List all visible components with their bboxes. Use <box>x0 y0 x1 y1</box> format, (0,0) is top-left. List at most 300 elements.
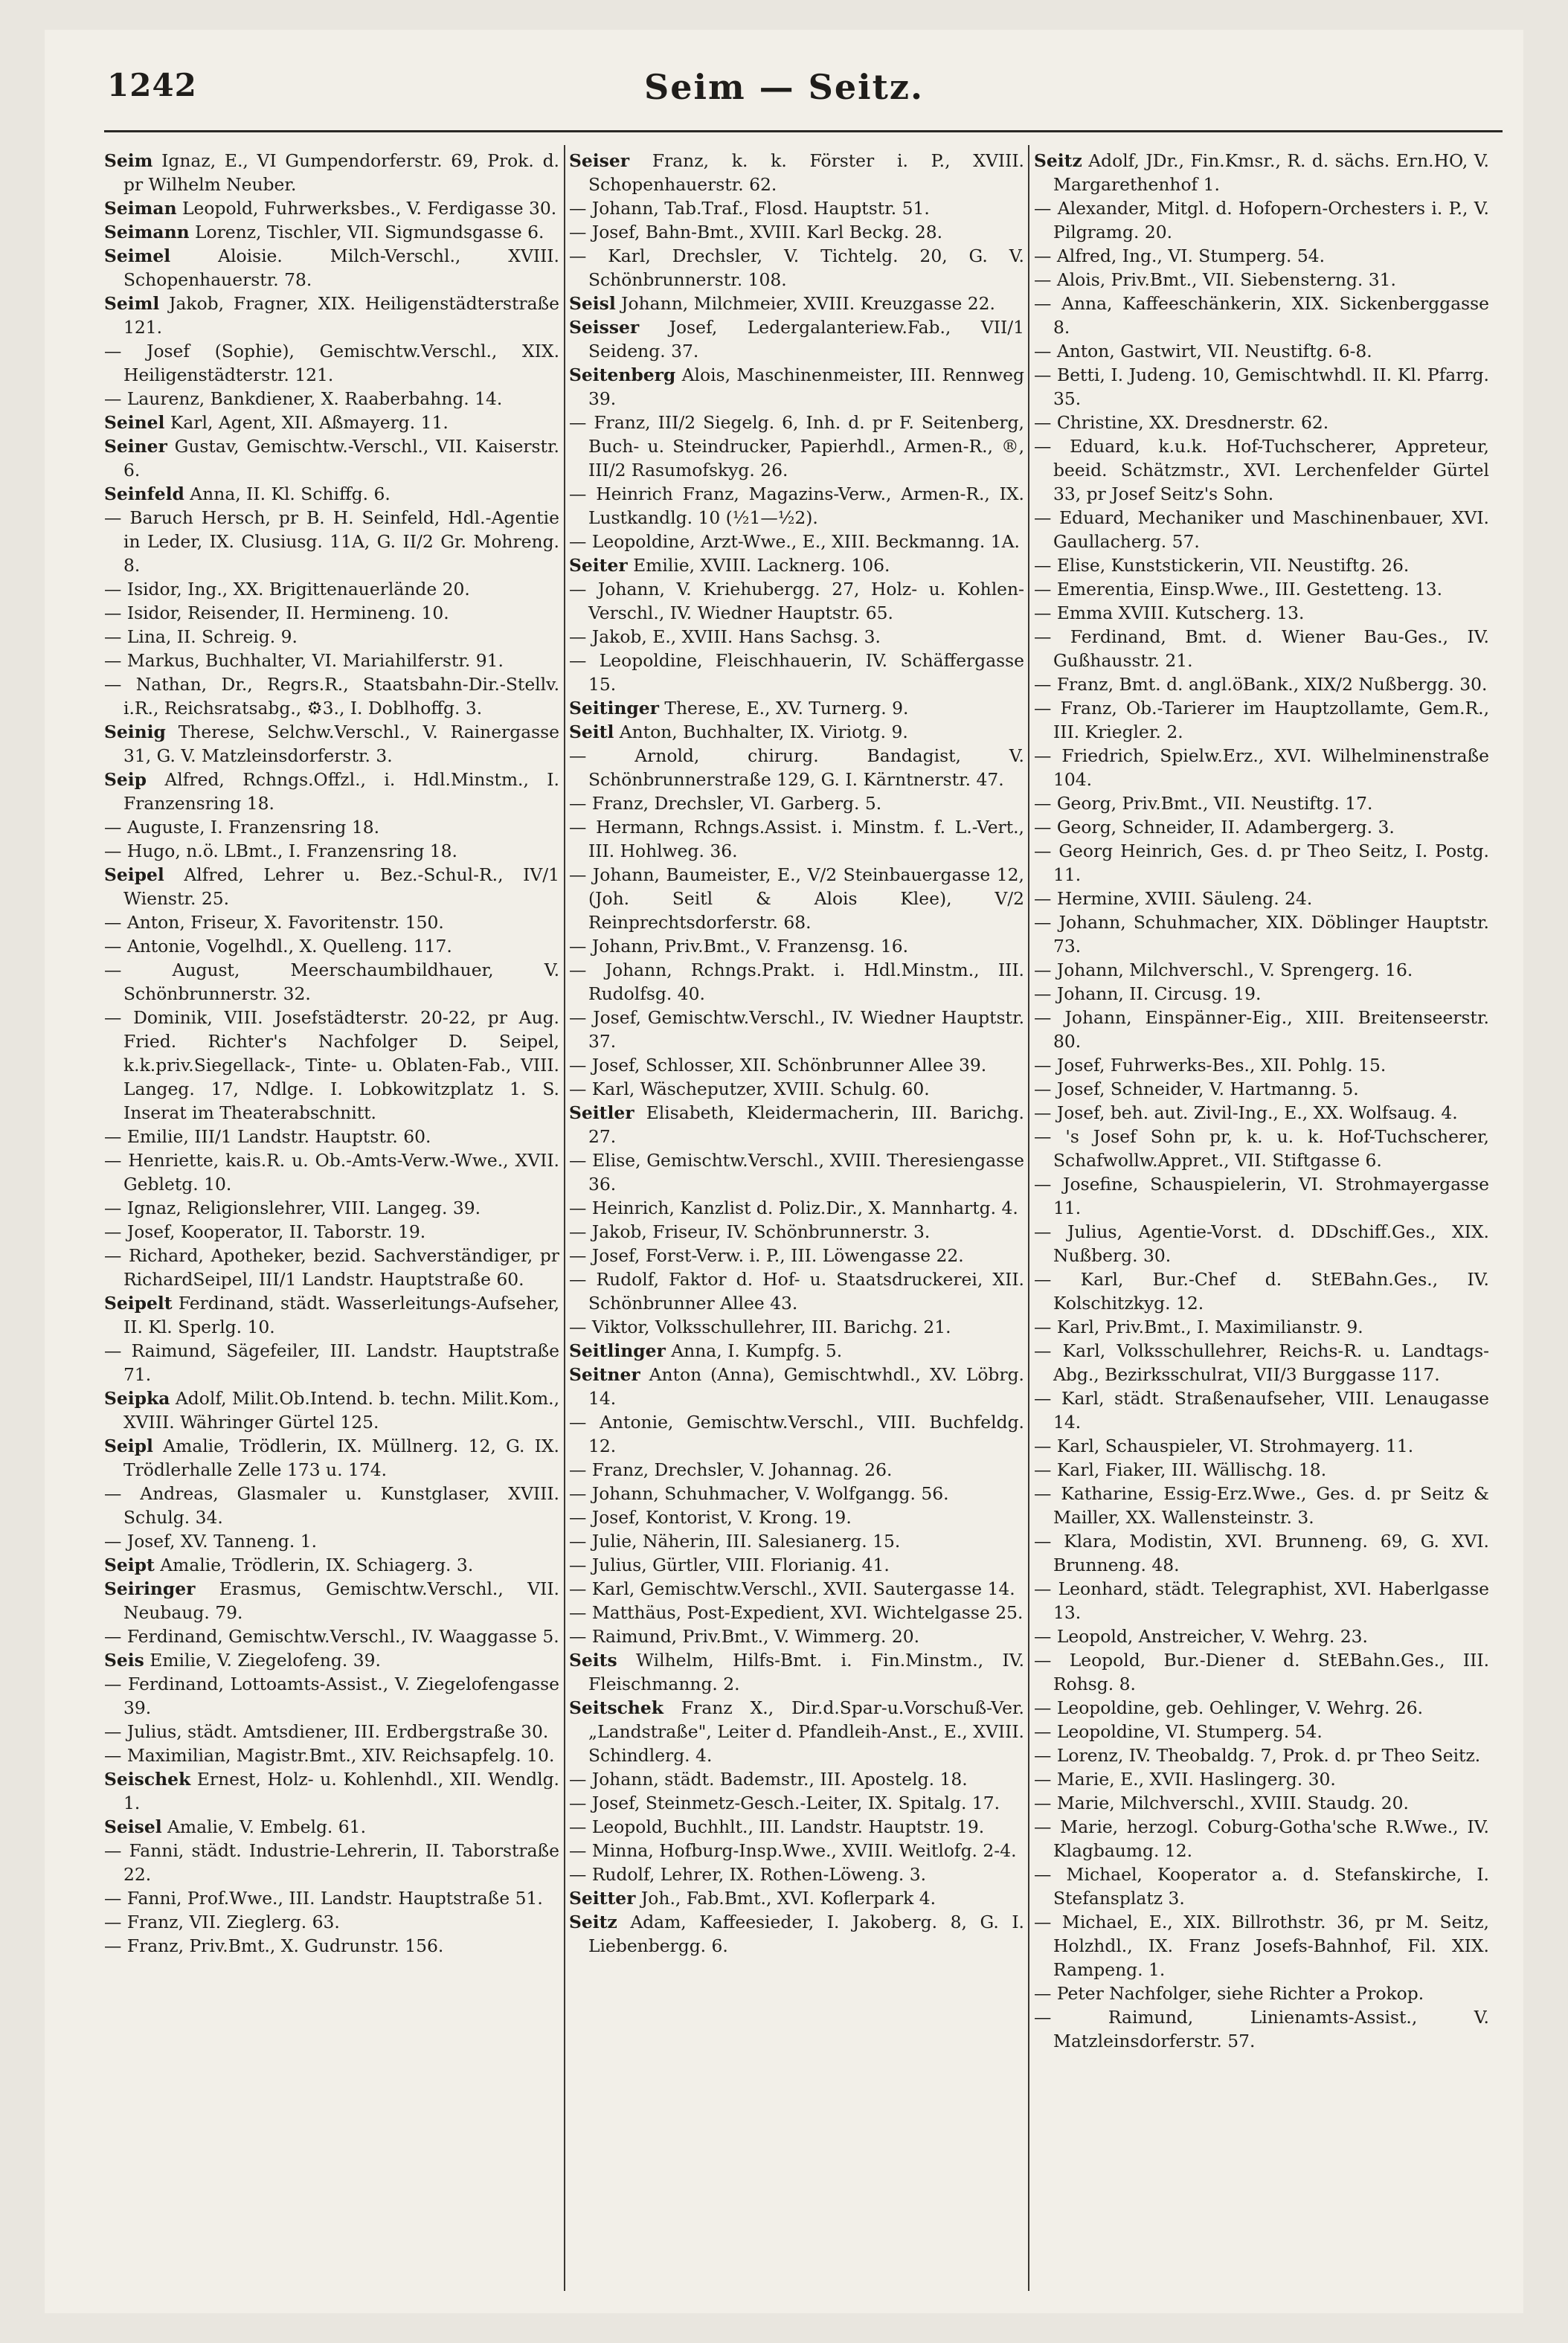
directory-entry <box>104 958 559 1006</box>
entry-text: Ernest, Holz- u. Kohlenhdl., XII. Wendlg. 1. <box>123 1769 559 1813</box>
directory-entry <box>104 220 559 244</box>
entry-text: — Georg, Priv.Bmt., VII. Neustiftg. 17. <box>1034 793 1373 814</box>
directory-entry <box>569 1862 1024 1886</box>
entry-surname: Seits <box>569 1650 617 1671</box>
entry-text: — Leopoldine, geb. Oehlinger, V. Wehrg. 26. <box>1034 1697 1424 1718</box>
directory-entry <box>1034 1696 1489 1720</box>
entry-surname: Seitinger <box>569 698 659 719</box>
directory-entry <box>569 696 1024 720</box>
entry-text: — Josef, Schlosser, XII. Schönbrunner Allee 39. <box>569 1055 987 1076</box>
directory-entry <box>569 1101 1024 1148</box>
directory-entry <box>569 1220 1024 1244</box>
entry-surname: Seitenberg <box>569 364 676 385</box>
column-divider <box>1028 145 1029 2291</box>
directory-entry <box>104 1553 559 1577</box>
directory-entry <box>1034 577 1489 601</box>
entry-text: — Josef, Bahn-Bmt., XVIII. Karl Beckg. 28. <box>569 222 943 242</box>
entry-surname: Seipel <box>104 864 164 885</box>
entry-text: — Klara, Modistin, XVI. Brunneng. 69, G. XVI. Brunneng. 48. <box>1034 1531 1489 1575</box>
entry-text: — Josefine, Schauspielerin, VI. Strohmayergasse 11. <box>1034 1174 1489 1218</box>
entry-text: — Marie, Milchverschl., XVIII. Staudg. 20. <box>1034 1793 1409 1813</box>
entry-text: — Raimund, Sägefeiler, III. Landstr. Hauptstraße 71. <box>104 1340 559 1385</box>
entry-text: — Karl, Volksschullehrer, Reichs-R. u. Landtags-Abg., Bezirksschulrat, VII/3 Burggasse 117. <box>1034 1340 1489 1385</box>
entry-text: — Matthäus, Post-Expedient, XVI. Wichtelgasse 25. <box>569 1602 1024 1623</box>
entry-text: — Lina, II. Schreig. 9. <box>104 626 298 647</box>
directory-entry <box>569 315 1024 363</box>
directory-entry <box>104 768 559 815</box>
directory-entry <box>1034 1006 1489 1053</box>
directory-entry <box>1034 434 1489 506</box>
entry-text: — Johann, Tab.Traf., Flosd. Hauptstr. 51. <box>569 198 930 219</box>
entry-text: — 's Josef Sohn pr, k. u. k. Hof-Tuchscherer, Schafwollw.Appret., VII. Stiftgasse 6. <box>1034 1126 1489 1171</box>
entry-text: Ferdinand, städt. Wasserleitungs-Aufseher, II. Kl. Sperlg. 10. <box>123 1293 559 1337</box>
entry-text: — Johann, Schuhmacher, XIX. Döblinger Hauptstr. 73. <box>1034 912 1489 957</box>
directory-entry <box>1034 268 1489 292</box>
entry-text: — Leopoldine, VI. Stumperg. 54. <box>1034 1721 1323 1742</box>
entry-text: — Hugo, n.ö. LBmt., I. Franzensring 18. <box>104 841 457 861</box>
entry-text: — Karl, Bur.-Chef d. StEBahn.Ges., IV. Kolschitzkyg. 12. <box>1034 1269 1489 1314</box>
entry-text: — Josef (Sophie), Gemischtw.Verschl., XIX. Heiligenstädterstr. 121. <box>104 341 559 385</box>
directory-entry <box>569 1077 1024 1101</box>
entry-text: — Franz, Ob.-Tarierer im Hauptzollamte, Gem.R., III. Kriegler. 2. <box>1034 698 1489 742</box>
entry-text: Emilie, V. Ziegelofeng. 39. <box>144 1650 381 1671</box>
entry-text: — Julius, städt. Amtsdiener, III. Erdbergstraße 30. <box>104 1721 549 1742</box>
entry-surname: Seisel <box>104 1816 162 1837</box>
directory-entry <box>104 815 559 839</box>
directory-entry <box>1034 1767 1489 1791</box>
directory-entry <box>569 411 1024 482</box>
entry-text: — Karl, Drechsler, V. Tichtelg. 20, G. V. Schönbrunnerstr. 108. <box>569 245 1024 290</box>
entry-surname: Seimel <box>104 245 171 266</box>
entry-text: Ignaz, E., VI Gumpendorferstr. 69, Prok. d. pr Wilhelm Neuber. <box>123 150 559 195</box>
entry-surname: Seip <box>104 769 147 790</box>
entry-text: — Josef, XV. Tanneng. 1. <box>104 1531 318 1552</box>
directory-entry <box>569 649 1024 696</box>
entry-text: — Franz, Drechsler, V. Johannag. 26. <box>569 1459 893 1480</box>
directory-entry <box>1034 1339 1489 1386</box>
entry-text: — Josef, Fuhrwerks-Bes., XII. Pohlg. 15. <box>1034 1055 1387 1076</box>
entry-surname: Seinig <box>104 721 166 742</box>
entry-text: Anton (Anna), Gemischtwhdl., XV. Löbrg. 14. <box>588 1364 1024 1409</box>
directory-entry <box>104 672 559 720</box>
entry-text: — Jakob, Friseur, IV. Schönbrunnerstr. 3. <box>569 1221 931 1242</box>
directory-entry <box>569 1315 1024 1339</box>
entry-text: — Eduard, Mechaniker und Maschinenbauer, XVI. Gaullacherg. 57. <box>1034 507 1489 552</box>
directory-entry <box>1034 601 1489 625</box>
entry-text: Therese, E., XV. Turnerg. 9. <box>658 698 909 719</box>
directory-entry <box>1034 1458 1489 1482</box>
directory-entry <box>1034 672 1489 696</box>
directory-entry <box>1034 1862 1489 1910</box>
entry-text: — Leopold, Bur.-Diener d. StEBahn.Ges., III. Rohsg. 8. <box>1034 1650 1489 1694</box>
entry-surname: Seitl <box>569 721 614 742</box>
entry-text: Adolf, Milit.Ob.Intend. b. techn. Milit.Kom., XVIII. Währinger Gürtel 125. <box>123 1388 559 1433</box>
entry-text: — Hermine, XVIII. Säuleng. 24. <box>1034 888 1313 909</box>
directory-entry <box>104 863 559 910</box>
entry-text: Anna, I. Kumpfg. 5. <box>665 1340 843 1361</box>
entry-text: — Raimund, Priv.Bmt., V. Wimmerg. 20. <box>569 1626 920 1647</box>
directory-entry <box>104 339 559 387</box>
entry-text: Amalie, Trödlerin, IX. Schiagerg. 3. <box>154 1555 474 1575</box>
directory-entry <box>104 149 559 196</box>
entry-text: — Alexander, Mitgl. d. Hofopern-Orchesters i. P., V. Pilgramg. 20. <box>1034 198 1489 242</box>
directory-entry <box>1034 1315 1489 1339</box>
entry-text: — Eduard, k.u.k. Hof-Tuchscherer, Appreteur, beeid. Schätzmstr., XVI. Lerchenfelder Gürtel 33, pr Josef Seitz's Sohn. <box>1034 436 1489 504</box>
entry-text: — Emilie, III/1 Landstr. Hauptstr. 60. <box>104 1126 431 1147</box>
entry-text: Adam, Kaffeesieder, I. Jakoberg. 8, G. I. Liebenbergg. 6. <box>588 1912 1024 1956</box>
directory-entry <box>1034 1267 1489 1315</box>
entry-text: — Isidor, Reisender, II. Hermineng. 10. <box>104 602 449 623</box>
directory-entry <box>104 1886 559 1910</box>
directory-entry <box>104 649 559 672</box>
entry-text: — Raimund, Linienamts-Assist., V. Matzleinsdorferstr. 57. <box>1034 2007 1489 2051</box>
directory-entry <box>104 292 559 339</box>
directory-entry <box>1034 982 1489 1006</box>
entry-text: — August, Meerschaumbildhauer, V. Schönbrunnerstr. 32. <box>104 960 559 1004</box>
directory-entry <box>569 577 1024 625</box>
directory-entry <box>104 1910 559 1934</box>
entry-text: Aloisie. Milch-Verschl., XVIII. Schopenhauerstr. 78. <box>123 245 559 290</box>
directory-entry <box>569 1577 1024 1601</box>
entry-text: Franz, k. k. Förster i. P., XVIII. Schopenhauerstr. 62. <box>588 150 1024 195</box>
directory-entry <box>569 1910 1024 1958</box>
directory-entry <box>569 815 1024 863</box>
directory-entry <box>104 1006 559 1125</box>
entry-text: — Emma XVIII. Kutscherg. 13. <box>1034 602 1305 623</box>
entry-text: — Richard, Apotheker, bezid. Sachverständiger, pr RichardSeipel, III/1 Landstr. Hauptstraße 60. <box>104 1245 559 1290</box>
entry-text: — Franz, Priv.Bmt., X. Gudrunstr. 156. <box>104 1935 444 1956</box>
entry-text: Alfred, Lehrer u. Bez.-Schul-R., IV/1 Wienstr. 25. <box>123 864 559 909</box>
entry-text: — Ferdinand, Lottoamts-Assist., V. Ziegelofengasse 39. <box>104 1674 559 1718</box>
entry-surname: Seimann <box>104 222 190 242</box>
directory-entry <box>1034 958 1489 982</box>
directory-entry <box>1034 1910 1489 1982</box>
entry-text: — Josef, Schneider, V. Hartmanng. 5. <box>1034 1079 1359 1099</box>
directory-entry <box>569 863 1024 934</box>
directory-entry <box>104 1672 559 1720</box>
directory-entry <box>104 1648 559 1672</box>
directory-entry <box>569 1244 1024 1267</box>
directory-entry <box>569 744 1024 791</box>
entry-surname: Seis <box>104 1650 144 1671</box>
entry-text: Amalie, Trödlerin, IX. Müllnerg. 12, G. IX. Trödlerhalle Zelle 173 u. 174. <box>123 1436 559 1480</box>
entry-text: — Jakob, E., XVIII. Hans Sachsg. 3. <box>569 626 881 647</box>
directory-entry <box>104 1434 559 1482</box>
entry-text: — Marie, herzogl. Coburg-Gotha'sche R.Wwe., IV. Klagbaumg. 12. <box>1034 1816 1489 1861</box>
directory-entry <box>569 1006 1024 1053</box>
entry-surname: Seitz <box>569 1912 617 1932</box>
entry-text: — Johann, Schuhmacher, V. Wolfgangg. 56. <box>569 1483 949 1504</box>
directory-entry <box>104 1720 559 1743</box>
directory-entry <box>104 1220 559 1244</box>
page-header <box>45 67 1523 126</box>
directory-entry <box>569 1553 1024 1577</box>
directory-entry <box>569 1791 1024 1815</box>
directory-entry <box>1034 1053 1489 1077</box>
directory-entry <box>1034 553 1489 577</box>
entry-text: — Elise, Gemischtw.Verschl., XVIII. Theresiengasse 36. <box>569 1150 1024 1195</box>
directory-entry <box>1034 625 1489 672</box>
directory-entry <box>569 1482 1024 1505</box>
directory-entry <box>1034 1982 1489 2005</box>
entry-text: Adolf, JDr., Fin.Kmsr., R. d. sächs. Ern.HO, V. Margarethenhof 1. <box>1053 150 1489 195</box>
directory-entry <box>569 553 1024 577</box>
entry-text: — Lorenz, IV. Theobaldg. 7, Prok. d. pr Theo Seitz. <box>1034 1745 1481 1766</box>
directory-entry <box>104 1148 559 1196</box>
entry-text: Karl, Agent, XII. Aßmayerg. 11. <box>164 412 449 433</box>
entry-text: — Heinrich, Kanzlist d. Poliz.Dir., X. Mannhartg. 4. <box>569 1198 1018 1218</box>
directory-entry <box>1034 506 1489 553</box>
entry-text: Amalie, V. Embelg. 61. <box>161 1816 367 1837</box>
entry-text: — Elise, Kunststickerin, VII. Neustiftg. 26. <box>1034 555 1410 576</box>
entry-text: — Leonhard, städt. Telegraphist, XVI. Haberlgasse 13. <box>1034 1578 1489 1623</box>
entry-text: — Ferdinand, Bmt. d. Wiener Bau-Ges., IV. Gußhausstr. 21. <box>1034 626 1489 671</box>
directory-entry <box>104 1624 559 1648</box>
directory-entry <box>569 1886 1024 1910</box>
entry-text: — Antonie, Vogelhdl., X. Quelleng. 117. <box>104 936 452 957</box>
directory-entry <box>104 196 559 220</box>
directory-entry <box>104 244 559 292</box>
entry-text: — Ferdinand, Gemischtw.Verschl., IV. Waaggasse 5. <box>104 1626 559 1647</box>
entry-text: — Karl, städt. Straßenaufseher, VIII. Lenaugasse 14. <box>1034 1388 1489 1433</box>
directory-entry <box>104 1291 559 1339</box>
entry-text: — Emerentia, Einsp.Wwe., III. Gestetteng. 13. <box>1034 579 1443 600</box>
entry-text: — Karl, Priv.Bmt., I. Maximilianstr. 9. <box>1034 1317 1363 1337</box>
entry-text: — Leopold, Anstreicher, V. Wehrg. 23. <box>1034 1626 1368 1647</box>
directory-entry <box>569 363 1024 411</box>
directory-entry <box>569 791 1024 815</box>
directory-entry <box>569 934 1024 958</box>
directory-entry <box>104 577 559 601</box>
entry-text: Alfred, Rchngs.Offzl., i. Hdl.Minstm., I. Franzensring 18. <box>123 769 559 814</box>
directory-entry <box>104 1339 559 1386</box>
entry-text: — Franz, Bmt. d. angl.öBank., XIX/2 Nußbergg. 30. <box>1034 674 1488 695</box>
entry-text: — Marie, E., XVII. Haslingerg. 30. <box>1034 1769 1336 1790</box>
entry-text: Johann, Milchmeier, XVIII. Kreuzgasse 22. <box>615 293 995 314</box>
entry-text: — Friedrich, Spielw.Erz., XVI. Wilhelminenstraße 104. <box>1034 745 1489 790</box>
entry-text: — Karl, Wäscheputzer, XVIII. Schulg. 60. <box>569 1079 930 1099</box>
entry-text: — Arnold, chirurg. Bandagist, V. Schönbrunnerstraße 129, G. I. Kärntnerstr. 47. <box>569 745 1024 790</box>
entry-text: Josef, Ledergalanteriew.Fab., VII/1 Seideng. 37. <box>588 317 1024 361</box>
entry-surname: Seitner <box>569 1364 640 1385</box>
entry-text: — Anton, Gastwirt, VII. Neustiftg. 6-8. <box>1034 341 1372 361</box>
directory-entry <box>1034 411 1489 434</box>
entry-surname: Seipl <box>104 1436 153 1456</box>
directory-entry <box>1034 1743 1489 1767</box>
directory-entry <box>569 1767 1024 1791</box>
entry-text: — Josef, Forst-Verw. i. P., III. Löwengasse 22. <box>569 1245 964 1266</box>
entry-text: Erasmus, Gemischtw.Verschl., VII. Neubaug. 79. <box>123 1578 559 1623</box>
entry-text: Gustav, Gemischtw.-Verschl., VII. Kaiserstr. 6. <box>123 436 559 481</box>
entry-text: Emilie, XVIII. Lacknerg. 106. <box>627 555 890 576</box>
directory-page <box>45 30 1523 2313</box>
directory-entry <box>104 1934 559 1958</box>
entry-text: — Karl, Schauspieler, VI. Strohmayerg. 11. <box>1034 1436 1414 1456</box>
entry-surname: Seiner <box>104 436 167 457</box>
column-1 <box>104 149 559 2298</box>
entry-text: — Karl, Fiaker, III. Wällischg. 18. <box>1034 1459 1327 1480</box>
entry-text: — Josef, Kooperator, II. Taborstr. 19. <box>104 1221 426 1242</box>
directory-entry <box>1034 1434 1489 1458</box>
directory-entry <box>1034 1386 1489 1434</box>
entry-text: Wilhelm, Hilfs-Bmt. i. Fin.Minstm., IV. Fleischmanng. 2. <box>588 1650 1024 1694</box>
entry-text: Franz X., Dir.d.Spar-u.Vorschuß-Ver. „Landstraße", Leiter d. Pfandleih-Anst., E., XVIII. Schindlerg. 4. <box>588 1697 1024 1766</box>
column-divider <box>564 145 565 2291</box>
header-rule <box>104 130 1503 132</box>
directory-entry <box>1034 1077 1489 1101</box>
entry-text: — Michael, Kooperator a. d. Stefanskirche, I. Stefansplatz 3. <box>1034 1864 1489 1909</box>
directory-entry <box>1034 1720 1489 1743</box>
entry-text: Anton, Buchhalter, IX. Viriotg. 9. <box>614 721 908 742</box>
running-head: Seim — Seitz. <box>643 67 924 107</box>
directory-entry <box>1034 363 1489 411</box>
entry-text: — Betti, I. Judeng. 10, Gemischtwhdl. II. Kl. Pfarrg. 35. <box>1034 364 1489 409</box>
entry-text: — Johann, Rchngs.Prakt. i. Hdl.Minstm., III. Rudolfsg. 40. <box>569 960 1024 1004</box>
entry-text: — Johann, II. Circusg. 19. <box>1034 983 1262 1004</box>
directory-entry <box>1034 244 1489 268</box>
entry-text: — Rudolf, Lehrer, IX. Rothen-Löweng. 3. <box>569 1864 927 1885</box>
directory-entry <box>569 1505 1024 1529</box>
directory-entry <box>569 244 1024 292</box>
entry-surname: Seiter <box>569 555 628 576</box>
entry-surname: Seipka <box>104 1388 170 1409</box>
entry-text: — Hermann, Rchngs.Assist. i. Minstm. f. L.-Vert., III. Hohlweg. 36. <box>569 817 1024 861</box>
entry-surname: Seiml <box>104 293 160 314</box>
entry-text: — Leopoldine, Arzt-Wwe., E., XIII. Beckmanng. 1A. <box>569 531 1020 552</box>
directory-entry <box>569 1196 1024 1220</box>
entry-text: — Auguste, I. Franzensring 18. <box>104 817 380 838</box>
entry-text: — Josef, Steinmetz-Gesch.-Leiter, IX. Spitalg. 17. <box>569 1793 1000 1813</box>
entry-text: Elisabeth, Kleidermacherin, III. Barichg. 27. <box>588 1102 1024 1147</box>
directory-entry <box>1034 791 1489 815</box>
entry-surname: Seitler <box>569 1102 634 1123</box>
directory-entry <box>569 625 1024 649</box>
entry-text: — Antonie, Gemischtw.Verschl., VIII. Buchfeldg. 12. <box>569 1412 1024 1456</box>
directory-entry <box>104 1743 559 1767</box>
entry-text: — Anna, Kaffeeschänkerin, XIX. Sickenberggasse 8. <box>1034 293 1489 338</box>
entry-text: — Georg Heinrich, Ges. d. pr Theo Seitz, I. Postg. 11. <box>1034 841 1489 885</box>
entry-text: — Johann, V. Kriehubergg. 27, Holz- u. Kohlen-Verschl., IV. Wiedner Hauptstr. 65. <box>569 579 1024 623</box>
directory-entry <box>569 1267 1024 1315</box>
entry-text: — Julius, Agentie-Vorst. d. DDschiff.Ges., XIX. Nußberg. 30. <box>1034 1221 1489 1266</box>
directory-entry <box>1034 1815 1489 1862</box>
entry-text: — Henriette, kais.R. u. Ob.-Amts-Verw.-Wwe., XVII. Gebletg. 10. <box>104 1150 559 1195</box>
directory-entry <box>104 934 559 958</box>
entry-text: — Josef, beh. aut. Zivil-Ing., E., XX. Wolfsaug. 4. <box>1034 1102 1458 1123</box>
entry-surname: Seisser <box>569 317 640 338</box>
directory-entry <box>569 1624 1024 1648</box>
entry-text: — Johann, Milchverschl., V. Sprengerg. 16. <box>1034 960 1413 980</box>
directory-entry <box>104 1125 559 1148</box>
directory-entry <box>1034 744 1489 791</box>
directory-entry <box>1034 339 1489 363</box>
directory-entry <box>1034 1172 1489 1220</box>
directory-entry <box>569 1839 1024 1862</box>
directory-entry <box>104 1577 559 1624</box>
directory-entry <box>1034 149 1489 196</box>
directory-entry <box>104 601 559 625</box>
entry-text: — Karl, Gemischtw.Verschl., XVII. Sautergasse 14. <box>569 1578 1015 1599</box>
entry-text: — Katharine, Essig-Erz.Wwe., Ges. d. pr Seitz & Mailler, XX. Wallensteinstr. 3. <box>1034 1483 1489 1528</box>
directory-entry <box>1034 292 1489 339</box>
directory-entry <box>104 625 559 649</box>
entry-text: — Maximilian, Magistr.Bmt., XIV. Reichsapfelg. 10. <box>104 1745 555 1766</box>
directory-entry <box>1034 1220 1489 1267</box>
entry-text: — Heinrich Franz, Magazins-Verw., Armen-R., IX. Lustkandlg. 10 (½1—½2). <box>569 483 1024 528</box>
directory-entry <box>104 839 559 863</box>
entry-text: — Dominik, VIII. Josefstädterstr. 20-22, pr Aug. Fried. Richter's Nachfolger D. Seipel, k.k.priv.Siegellack-, Tinte- u. Oblaten-Fab., VIII. Langeg. 17, Ndlge. I. Lobkowitzplatz 1. S. Inserat im Theaterabschnitt. <box>104 1007 559 1123</box>
entry-text: Anna, II. Kl. Schiffg. 6. <box>184 483 391 504</box>
entry-text: — Anton, Friseur, X. Favoritenstr. 150. <box>104 912 444 933</box>
entry-text: — Baruch Hersch, pr B. H. Seinfeld, Hdl.-Agentie in Leder, IX. Clusiusg. 11A, G. II/2 Gr. Mohreng. 8. <box>104 507 559 576</box>
entry-surname: Seiman <box>104 198 177 219</box>
entry-surname: Seipelt <box>104 1293 173 1314</box>
directory-entry <box>569 1458 1024 1482</box>
column-2 <box>569 149 1024 2298</box>
entry-text: — Laurenz, Bankdiener, X. Raaberbahng. 14. <box>104 388 503 409</box>
directory-entry <box>104 910 559 934</box>
entry-surname: Seischek <box>104 1769 191 1790</box>
entry-surname: Seiser <box>569 150 630 171</box>
directory-entry <box>569 1148 1024 1196</box>
directory-entry <box>104 1839 559 1886</box>
entry-text: — Franz, Drechsler, VI. Garberg. 5. <box>569 793 882 814</box>
entry-text: — Leopold, Buchhlt., III. Landstr. Hauptstr. 19. <box>569 1816 985 1837</box>
directory-entry <box>1034 696 1489 744</box>
directory-entry <box>1034 910 1489 958</box>
entry-surname: Seipt <box>104 1555 155 1575</box>
entry-surname: Seitlinger <box>569 1340 666 1361</box>
entry-text: Joh., Fab.Bmt., XVI. Koflerpark 4. <box>635 1888 936 1909</box>
directory-entry <box>1034 1648 1489 1696</box>
directory-entry <box>569 196 1024 220</box>
directory-entry <box>1034 1529 1489 1577</box>
entry-text: — Markus, Buchhalter, VI. Mariahilferstr. 91. <box>104 650 504 671</box>
directory-entry <box>1034 1101 1489 1125</box>
entry-surname: Seitz <box>1034 150 1082 171</box>
directory-entry <box>569 1339 1024 1363</box>
entry-text: — Minna, Hofburg-Insp.Wwe., XVIII. Weitlofg. 2-4. <box>569 1840 1017 1861</box>
entry-surname: Seinfeld <box>104 483 184 504</box>
entry-text: — Isidor, Ing., XX. Brigittenauerlände 20. <box>104 579 470 600</box>
directory-entry <box>569 958 1024 1006</box>
entry-surname: Seitter <box>569 1888 636 1909</box>
directory-entry <box>569 530 1024 553</box>
entry-text: — Franz, VII. Zieglerg. 63. <box>104 1912 340 1932</box>
directory-entry <box>104 506 559 577</box>
entry-text: — Leopoldine, Fleischhauerin, IV. Schäffergasse 15. <box>569 650 1024 695</box>
entry-surname: Seitschek <box>569 1697 663 1718</box>
directory-entry <box>104 482 559 506</box>
directory-entry <box>1034 1125 1489 1172</box>
entry-text: — Johann, städt. Bademstr., III. Apostelg. 18. <box>569 1769 968 1790</box>
directory-entry <box>104 434 559 482</box>
directory-entry <box>569 1529 1024 1553</box>
entry-text: — Michael, E., XIX. Billrothstr. 36, pr M. Seitz, Holzhdl., IX. Franz Josefs-Bahnhof, Fil. XIX. Rampeng. 1. <box>1034 1912 1489 1980</box>
entry-text: Leopold, Fuhrwerksbes., V. Ferdigasse 30. <box>176 198 557 219</box>
directory-entry <box>104 1529 559 1553</box>
page-number: 1242 <box>107 67 197 103</box>
directory-entry <box>569 482 1024 530</box>
directory-entry <box>104 1767 559 1815</box>
entry-surname: Seim <box>104 150 153 171</box>
directory-entry <box>569 149 1024 196</box>
entry-text: — Viktor, Volksschullehrer, III. Barichg. 21. <box>569 1317 951 1337</box>
entry-text: — Fanni, städt. Industrie-Lehrerin, II. Taborstraße 22. <box>104 1840 559 1885</box>
entry-text: — Alfred, Ing., VI. Stumperg. 54. <box>1034 245 1326 266</box>
entry-text: — Andreas, Glasmaler u. Kunstglaser, XVIII. Schulg. 34. <box>104 1483 559 1528</box>
column-3 <box>1034 149 1489 2298</box>
